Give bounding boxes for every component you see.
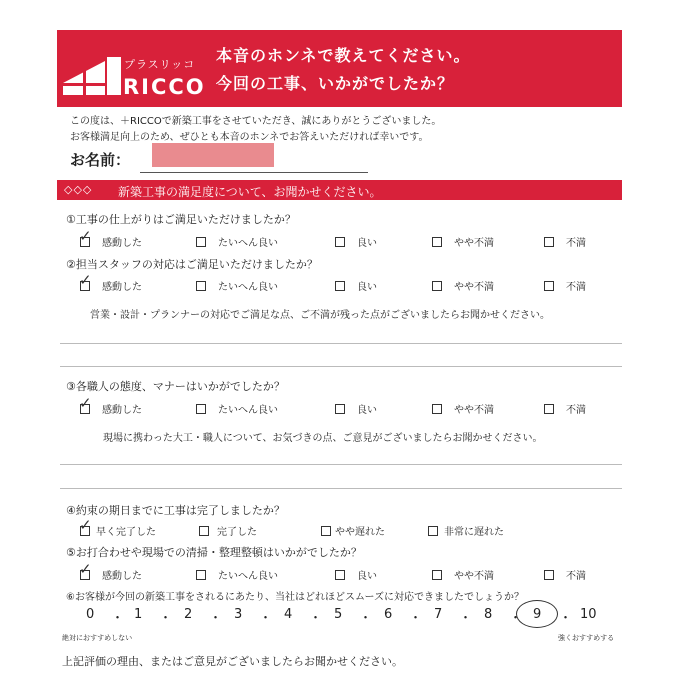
scale-dot: ・ bbox=[259, 611, 273, 626]
checkbox[interactable] bbox=[321, 526, 331, 536]
name-redaction bbox=[152, 143, 274, 167]
checkbox[interactable] bbox=[432, 404, 442, 414]
checkbox[interactable] bbox=[196, 570, 206, 580]
scale-4[interactable]: 4 bbox=[284, 607, 293, 622]
option-label: 良い bbox=[357, 282, 377, 293]
question-1: ①工事の仕上がりはご満足いただけましたか？ bbox=[66, 213, 296, 226]
question-5: ⑤お打合わせや現場での清掃・整理整頓はいかがでしたか？ bbox=[66, 546, 362, 559]
scale-0[interactable]: 0 bbox=[86, 607, 95, 622]
q3-option-3[interactable] bbox=[335, 401, 377, 416]
checkbox[interactable] bbox=[335, 281, 345, 291]
option-label: やや不満 bbox=[454, 238, 494, 249]
q1-option-2[interactable] bbox=[196, 234, 278, 249]
scale-9[interactable]: 9 bbox=[533, 607, 542, 622]
question-6: ⑥お客様が今回の新築工事をされるにあたり、当社はどれほどスムーズに対応できましたでしょうか？ bbox=[66, 592, 524, 603]
option-label: たいへん良い bbox=[218, 405, 278, 416]
q5-option-2[interactable] bbox=[196, 567, 278, 582]
scale-dot: ・ bbox=[209, 611, 223, 626]
q3-option-5[interactable] bbox=[544, 401, 586, 416]
checkbox[interactable] bbox=[544, 237, 554, 247]
scale-3[interactable]: 3 bbox=[234, 607, 243, 622]
option-label: 良い bbox=[357, 571, 377, 582]
checkbox-checked[interactable] bbox=[79, 559, 92, 580]
question-2: ②担当スタッフの対応はご満足いただけましたか？ bbox=[66, 258, 318, 271]
check-mark-icon: ✓ bbox=[79, 270, 92, 289]
answer-line[interactable] bbox=[60, 464, 622, 465]
scale-6[interactable]: 6 bbox=[384, 607, 393, 622]
q4-option-2[interactable] bbox=[199, 523, 257, 538]
selected-circle-icon bbox=[516, 600, 558, 628]
check-mark-icon: ✓ bbox=[79, 226, 92, 245]
checkbox[interactable] bbox=[432, 570, 442, 580]
scale-10[interactable]: 10 bbox=[580, 607, 597, 622]
q1-option-1[interactable] bbox=[79, 226, 142, 249]
q1-option-4[interactable] bbox=[432, 234, 494, 249]
scale-5[interactable]: 5 bbox=[334, 607, 343, 622]
option-label: やや不満 bbox=[454, 282, 494, 293]
logo-kana: プラスリッコ bbox=[124, 58, 196, 71]
option-label: 良い bbox=[357, 238, 377, 249]
band-diamonds: ◇◇◇ bbox=[64, 183, 93, 196]
option-label: 不満 bbox=[566, 405, 586, 416]
answer-line[interactable] bbox=[60, 343, 622, 344]
option-label: 非常に遅れた bbox=[444, 527, 504, 538]
name-underline bbox=[140, 172, 368, 173]
q2-option-5[interactable] bbox=[544, 278, 586, 293]
scale-dot: ・ bbox=[159, 611, 173, 626]
option-label: 不満 bbox=[566, 238, 586, 249]
q3-option-1[interactable] bbox=[79, 393, 142, 416]
option-label: 感動した bbox=[102, 282, 142, 293]
checkbox[interactable] bbox=[196, 404, 206, 414]
band-title: 新築工事の満足度について、お聞かせください。 bbox=[118, 185, 382, 199]
option-label: 感動した bbox=[102, 405, 142, 416]
q3-option-4[interactable] bbox=[432, 401, 494, 416]
header-line-1: 本音のホンネで教えてください。 bbox=[216, 46, 471, 65]
scale-dot: ・ bbox=[309, 611, 323, 626]
footer-text: 上記評価の理由、またはご意見がございましたらお聞かせください。 bbox=[62, 655, 403, 668]
q2-option-4[interactable] bbox=[432, 278, 494, 293]
q5-option-5[interactable] bbox=[544, 567, 586, 582]
option-label: たいへん良い bbox=[218, 571, 278, 582]
q4-option-1[interactable] bbox=[79, 515, 156, 538]
checkbox[interactable] bbox=[196, 237, 206, 247]
option-label: やや遅れた bbox=[335, 527, 385, 538]
scale-low-label: 絶対におすすめしない bbox=[62, 634, 133, 642]
answer-line[interactable] bbox=[60, 488, 622, 489]
intro-line-1: この度は、＋RICCOで新築工事をさせていただき、誠にありがとうございました。 bbox=[70, 116, 442, 127]
option-label: 不満 bbox=[566, 571, 586, 582]
scale-dot: ・ bbox=[359, 611, 373, 626]
name-label: お名前： bbox=[70, 151, 131, 169]
checkbox[interactable] bbox=[335, 570, 345, 580]
scale-dot: ・ bbox=[509, 611, 523, 626]
q5-option-3[interactable] bbox=[335, 567, 377, 582]
option-label: やや不満 bbox=[454, 571, 494, 582]
scale-high-label: 強くおすすめする bbox=[558, 634, 615, 642]
q4-option-4[interactable] bbox=[428, 523, 504, 538]
check-mark-icon: ✓ bbox=[79, 559, 92, 578]
checkbox[interactable] bbox=[199, 526, 209, 536]
checkbox[interactable] bbox=[428, 526, 438, 536]
q2-option-1[interactable] bbox=[79, 270, 142, 293]
option-label: たいへん良い bbox=[218, 238, 278, 249]
question-3: ③各職人の態度、マナーはいかがでしたか？ bbox=[66, 380, 285, 393]
option-label: たいへん良い bbox=[218, 282, 278, 293]
checkbox[interactable] bbox=[335, 404, 345, 414]
checkbox[interactable] bbox=[432, 281, 442, 291]
check-mark-icon: ✓ bbox=[79, 515, 92, 534]
intro-line-2: お客様満足向上のため、ぜひとも本音のホンネでお答えいただければ幸いです。 bbox=[70, 132, 429, 143]
scale-dot: ・ bbox=[459, 611, 473, 626]
option-label: 良い bbox=[357, 405, 377, 416]
q1-option-5[interactable] bbox=[544, 234, 586, 249]
scale-1[interactable]: 1 bbox=[134, 607, 143, 622]
q3-option-2[interactable] bbox=[196, 401, 278, 416]
checkbox[interactable] bbox=[544, 404, 554, 414]
scale-7[interactable]: 7 bbox=[434, 607, 443, 622]
checkbox-checked[interactable] bbox=[79, 270, 92, 291]
q5-option-1[interactable] bbox=[79, 559, 142, 582]
q2-option-2[interactable] bbox=[196, 278, 278, 293]
option-label: 完了した bbox=[217, 527, 257, 538]
scale-dot: ・ bbox=[409, 611, 423, 626]
checkbox[interactable] bbox=[196, 281, 206, 291]
option-label: 不満 bbox=[566, 282, 586, 293]
q3-note: 現場に携わった大工・職人について、お気づきの点、ご意見がございましたらお聞かせください。 bbox=[103, 433, 543, 444]
scale-dot: ・ bbox=[111, 611, 125, 626]
check-mark-icon: ✓ bbox=[79, 393, 92, 412]
q5-option-4[interactable] bbox=[432, 567, 494, 582]
q1-option-3[interactable] bbox=[335, 234, 377, 249]
scale-dot: ・ bbox=[559, 611, 573, 626]
option-label: 感動した bbox=[102, 571, 142, 582]
scale-8[interactable]: 8 bbox=[484, 607, 493, 622]
question-4: ④約束の期日までに工事は完了しましたか？ bbox=[66, 504, 285, 517]
checkbox[interactable] bbox=[544, 281, 554, 291]
q4-option-3[interactable] bbox=[321, 523, 385, 538]
checkbox[interactable] bbox=[432, 237, 442, 247]
checkbox-checked[interactable] bbox=[79, 393, 92, 414]
q2-note: 営業・設計・プランナーの対応でご満足な点、ご不満が残った点がございましたらお聞かせください。 bbox=[90, 310, 550, 321]
checkbox[interactable] bbox=[335, 237, 345, 247]
option-label: 感動した bbox=[102, 238, 142, 249]
header-line-2: 今回の工事、いかがでしたか？ bbox=[216, 74, 455, 93]
ricco-logo-icon bbox=[63, 57, 123, 95]
checkbox-checked[interactable] bbox=[79, 515, 92, 536]
scale-2[interactable]: 2 bbox=[184, 607, 193, 622]
checkbox-checked[interactable] bbox=[79, 226, 92, 247]
checkbox[interactable] bbox=[544, 570, 554, 580]
answer-line[interactable] bbox=[60, 366, 622, 367]
option-label: 早く完了した bbox=[96, 527, 156, 538]
option-label: やや不満 bbox=[454, 405, 494, 416]
logo-name: RICCO bbox=[123, 75, 206, 99]
q2-option-3[interactable] bbox=[335, 278, 377, 293]
